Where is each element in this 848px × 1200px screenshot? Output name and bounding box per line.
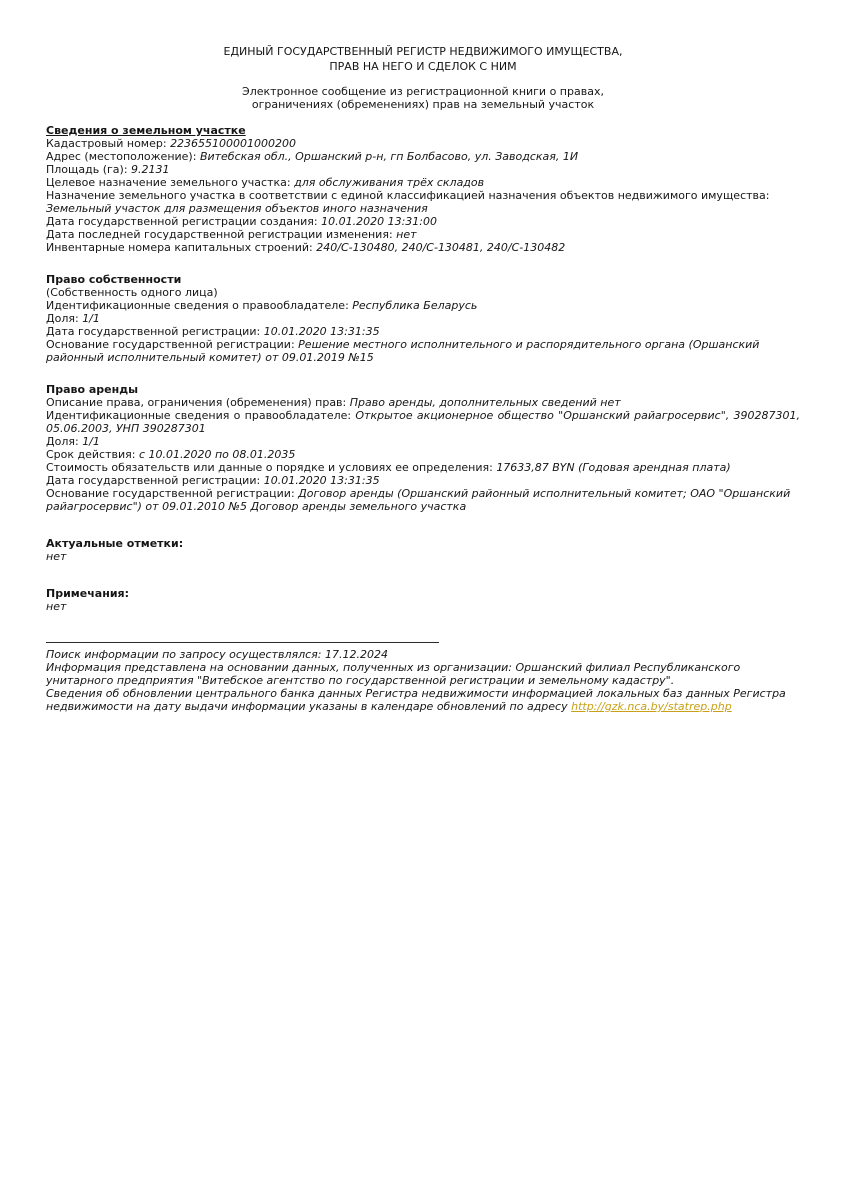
title-line-1: ЕДИНЫЙ ГОСУДАРСТВЕННЫЙ РЕГИСТР НЕДВИЖИМОГО ИМУЩЕСТВА, — [223, 45, 623, 58]
field-lease-share — [46, 435, 800, 448]
field-value: 17633,87 BYN (Годовая арендная плата) — [496, 461, 731, 474]
field-last-change-reg-date — [46, 228, 800, 241]
section-heading-parcel: Сведения о земельном участке — [46, 124, 246, 137]
field-label: Основание государственной регистрации: — [46, 338, 295, 351]
field-label: Целевое назначение земельного участка: — [46, 176, 291, 189]
subtitle-line-1: Электронное сообщение из регистрационной книги о правах, — [242, 85, 604, 98]
field-label: Идентификационные сведения о правообладателе: — [46, 299, 349, 312]
field-label: Описание права, ограничения (обременения) прав: — [46, 396, 347, 409]
field-label: Стоимость обязательств или данные о порядке и условиях ее определения: — [46, 461, 493, 474]
field-label: Идентификационные сведения о правообладателе: — [46, 409, 352, 422]
statrep-link[interactable]: http://gzk.nca.by/statrep.php — [571, 700, 732, 713]
field-value: Договор аренды (Оршанский районный исполнительный комитет; ОАО "Оршанский райагросервис") от 09.01.2010 №5 Договор аренды земельного участка — [46, 487, 791, 513]
field-label: Доля: — [46, 435, 79, 448]
title-line-2: ПРАВ НА НЕГО И СДЕЛОК С НИМ — [329, 60, 517, 73]
field-value: 1/1 — [82, 435, 100, 448]
document-footer — [46, 642, 800, 713]
ownership-type: (Собственность одного лица) — [46, 286, 218, 299]
field-value: 10.01.2020 13:31:35 — [263, 325, 380, 338]
field-label: Дата государственной регистрации: — [46, 474, 261, 487]
document-title — [46, 44, 800, 74]
footer-search-label: Поиск информации по запросу осуществлялся: — [46, 648, 322, 661]
field-value: для обслуживания трёх складов — [294, 176, 485, 189]
field-area — [46, 163, 800, 176]
section-heading-notes: Примечания: — [46, 587, 129, 600]
field-lessee-identity — [46, 409, 800, 435]
section-lease — [46, 383, 800, 513]
field-label: Основание государственной регистрации: — [46, 487, 295, 500]
field-classified-purpose — [46, 189, 800, 215]
field-value: Открытое акционерное общество "Оршанский райагросервис", 390287301, 05.06.2003, УНП 390287301 — [46, 409, 800, 435]
field-value: Право аренды, дополнительных сведений нет — [349, 396, 621, 409]
footer-search-date — [46, 648, 800, 661]
field-value: Витебская обл., Оршанский р-н, гп Болбасово, ул. Заводская, 1И — [199, 150, 579, 163]
field-ownership-basis — [46, 338, 800, 364]
section-ownership — [46, 273, 800, 364]
field-value: 240/С-130480, 240/С-130481, 240/С-130482 — [316, 241, 566, 254]
field-label: Кадастровый номер: — [46, 137, 167, 150]
field-creation-reg-date — [46, 215, 800, 228]
section-heading-ownership: Право собственности — [46, 273, 182, 286]
footer-search-value: 17.12.2024 — [325, 648, 388, 661]
field-lease-cost — [46, 461, 800, 474]
field-owner-identity — [46, 299, 800, 312]
field-value: 9.2131 — [131, 163, 170, 176]
field-lease-basis — [46, 487, 800, 513]
footer-source-info: Информация представлена на основании данных, полученных из организации: Оршанский филиал Республиканского унитарного предприятия "Витебское агентство по государственной регистрации и земельному кадастру". — [46, 661, 741, 687]
field-lease-term — [46, 448, 800, 461]
subtitle-line-2: ограничениях (обременениях) прав на земельный участок — [251, 98, 595, 111]
field-value: нет — [396, 228, 417, 241]
field-value: 1/1 — [82, 312, 100, 325]
field-label: Адрес (местоположение): — [46, 150, 197, 163]
section-notes — [46, 587, 800, 613]
field-value: Республика Беларусь — [352, 299, 478, 312]
field-purpose — [46, 176, 800, 189]
field-value: с 10.01.2020 по 08.01.2035 — [138, 448, 296, 461]
section-heading-marks: Актуальные отметки: — [46, 537, 184, 550]
section-heading-lease: Право аренды — [46, 383, 139, 396]
footer-divider-line — [46, 642, 439, 643]
field-label: Площадь (га): — [46, 163, 128, 176]
field-label: Инвентарные номера капитальных строений: — [46, 241, 313, 254]
field-label: Назначение земельного участка в соответствии с единой классификацией назначения объектов недвижимого имущества: — [46, 189, 770, 202]
field-inventory-numbers — [46, 241, 800, 254]
field-ownership-share — [46, 312, 800, 325]
footer-update-info — [46, 687, 800, 713]
field-label: Доля: — [46, 312, 79, 325]
field-value: Решение местного исполнительного и распорядительного органа (Оршанский районный исполнительный комитет) от 09.01.2019 №15 — [46, 338, 760, 364]
footer-update-text: Сведения об обновлении центрального банка данных Регистра недвижимости информацией локальных баз данных Регистра недвижимости на дату выдачи информации указаны в календаре обновлений по адресу — [46, 687, 786, 713]
section-current-marks — [46, 537, 800, 563]
field-label: Дата последней государственной регистрации изменения: — [46, 228, 393, 241]
field-lease-description — [46, 396, 800, 409]
field-label: Дата государственной регистрации: — [46, 325, 261, 338]
field-cadastral-number — [46, 137, 800, 150]
field-label: Срок действия: — [46, 448, 136, 461]
field-ownership-reg-date — [46, 325, 800, 338]
field-value: 223655100001000200 — [170, 137, 297, 150]
section-parcel-info — [46, 124, 800, 254]
field-value: 10.01.2020 13:31:35 — [263, 474, 380, 487]
marks-value: нет — [46, 550, 67, 563]
field-lease-reg-date — [46, 474, 800, 487]
notes-value: нет — [46, 600, 67, 613]
field-address — [46, 150, 800, 163]
field-label: Дата государственной регистрации создания: — [46, 215, 318, 228]
field-value: 10.01.2020 13:31:00 — [321, 215, 438, 228]
document-subtitle — [46, 85, 800, 111]
field-value: Земельный участок для размещения объектов иного назначения — [46, 202, 428, 215]
